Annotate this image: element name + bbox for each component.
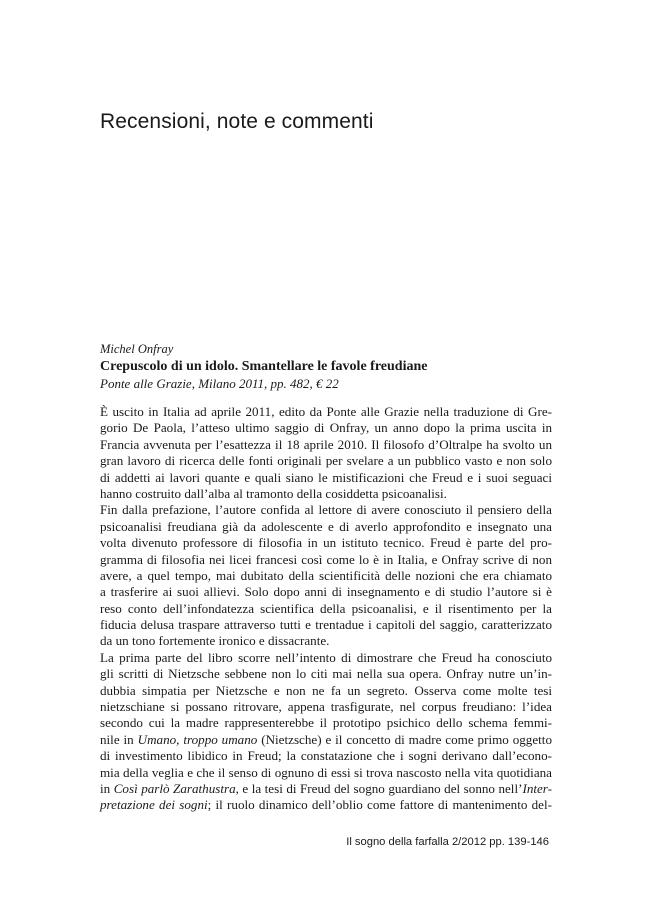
body-line: reso conto dell’infondatezza scientifica della psicoanalisi, e il risentimento per la — [100, 600, 552, 616]
review-publisher: Ponte alle Grazie, Milano 2011, pp. 482, € 22 — [100, 376, 339, 391]
body-line: di addetti ai lavori quante e quali siano le mistificazioni che Freud e i suoi seguaci — [100, 469, 552, 485]
body-line: gramma di filosofia nei licei francesi così come lo è in Italia, e Onfray scrive di non — [100, 551, 552, 567]
section-title: Recensioni, note e commenti — [100, 110, 374, 133]
body-line: di investimento libidico in Freud; la constatazione che i sogni derivano dall’econo- — [100, 748, 552, 764]
review-header — [100, 341, 560, 392]
body-line: gorio De Paola, l’atteso ultimo saggio di Onfray, un anno dopo la prima uscita in — [100, 420, 552, 436]
body-line: dubbia simpatia per Nietzsche e non ne fa un segreto. Osserva come molte tesi — [100, 682, 552, 698]
body-line: in Così parlò Zarathustra, e la tesi di Freud del sogno guardiano del sonno nell’Inter- — [100, 780, 553, 796]
body-line: La prima parte del libro scorre nell’intento di dimostrare che Freud ha conosciuto — [100, 649, 552, 665]
body-line: nietzschiane si possano ritrovare, appena trasfigurate, nel corpus freudiano: l’idea — [100, 699, 552, 715]
review-body-text — [100, 404, 552, 814]
body-line: pretazione dei sogni; il ruolo dinamico dell’oblio come fattore di mantenimento del- — [100, 797, 552, 813]
page-footer: Il sogno della farfalla 2/2012 pp. 139-146 — [346, 836, 549, 848]
body-line: mia della veglia e che il senso di ognuno di essi si trova nascosto nella vita quotidiana — [100, 764, 552, 780]
body-line: È uscito in Italia ad aprile 2011, edito da Ponte alle Grazie nella traduzione di Gre- — [100, 404, 552, 419]
body-line: gli scritti di Nietzsche sebbene non lo citi mai nella sua opera. Onfray nutre un’in- — [100, 666, 552, 682]
body-line: avere, a quel tempo, mai dubitato della scientificità delle nozioni che era chiamato — [100, 567, 552, 583]
body-line: Fin dalla prefazione, l’autore confida al lettore di avere conosciuto il pensiero della — [100, 502, 552, 518]
body-line: psicoanalisi freudiana già da adolescente e di averlo approfondito e insegnato una — [100, 518, 552, 534]
body-line: hanno costruito dall’alba al tramonto della cosiddetta psicoanalisi. — [100, 485, 447, 501]
body-line: secondo cui la madre rappresenterebbe il prototipo psichico dello schema femmi- — [100, 715, 552, 731]
body-line: fiducia delusa traspare attraverso tutti e trentadue i capitoli del saggio, caratterizzato — [100, 617, 552, 633]
body-line: da un tono fortemente ironico e dissacrante. — [100, 633, 330, 649]
body-line: Francia avvenuta per l’esattezza il 18 aprile 2010. Il filosofo d’Oltralpe ha svolto un — [100, 436, 552, 452]
body-line: volta divenuto professore di filosofia in un istituto tecnico. Freud è parte del pro- — [100, 535, 552, 551]
review-author: Michel Onfray — [100, 342, 174, 356]
review-book-title: Crepuscolo di un idolo. Smantellare le favole freudiane — [100, 359, 428, 374]
body-line: gran lavoro di ricerca delle fonti originali per svelare a un pubblico vasto e non solo — [100, 453, 552, 469]
body-line: a trasferire ai suoi allievi. Solo dopo anni di insegnamento e di studio l’autore si è — [100, 584, 552, 600]
body-line: nile in Umano, troppo umano (Nietzsche) e il concetto di madre come primo oggetto — [100, 731, 552, 747]
